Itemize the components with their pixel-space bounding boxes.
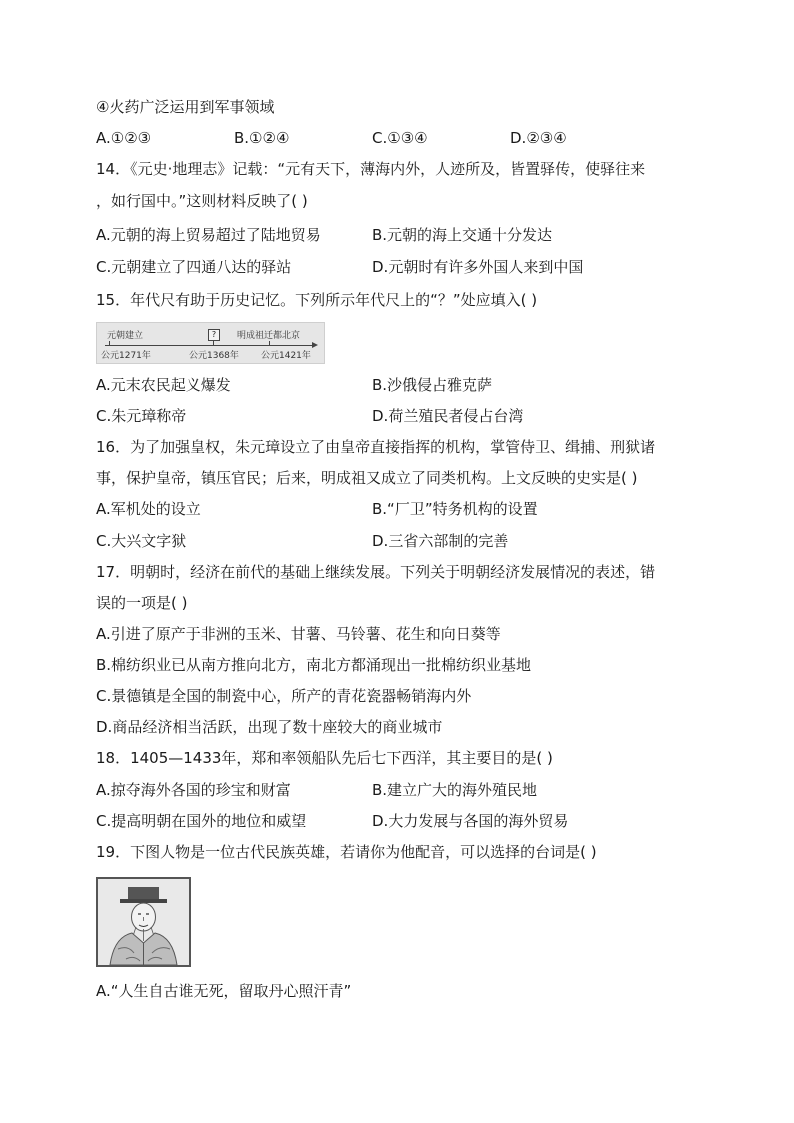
timeline-axis	[105, 345, 314, 346]
q17-stem-line1: 17．明朝时，经济在前代的基础上继续发展。下列关于明朝经济发展情况的表述，错	[96, 563, 656, 581]
q16-option-a: A.军机处的设立	[96, 500, 201, 518]
timeline-question-box: ?	[208, 329, 220, 341]
timeline-tick-1368	[213, 341, 214, 346]
q13-options	[96, 128, 716, 148]
q14-option-c: C.元朝建立了四通八达的驿站	[96, 258, 292, 276]
q16-stem-line2: 事，保护皇帝，镇压官民；后来，明成祖又成立了同类机构。上文反映的史实是( )	[96, 469, 638, 487]
portrait-drawing	[98, 879, 189, 965]
q16-options-row2	[96, 531, 716, 551]
timeline-figure	[96, 322, 325, 364]
q18-options-row2	[96, 811, 716, 831]
q13-option-d: D.②③④	[510, 129, 567, 147]
q17-option-a: A.引进了原产于非洲的玉米、甘薯、马铃薯、花生和向日葵等	[96, 625, 501, 643]
q15-option-d: D.荷兰殖民者侵占台湾	[372, 407, 524, 425]
q17-option-b: B.棉纺织业已从南方推向北方，南北方都涌现出一批棉纺织业基地	[96, 656, 532, 674]
timeline-label-left: 元朝建立	[107, 331, 144, 341]
q18-option-d: D.大力发展与各国的海外贸易	[372, 812, 569, 830]
q15-options-row2	[96, 406, 716, 426]
q17-option-c: C.景德镇是全国的制瓷中心，所产的青花瓷器畅销海内外	[96, 687, 472, 705]
q14-stem-line1: 14．《元史·地理志》记载：“元有天下，薄海内外，人迹所及，皆置驿传，使驿往来	[96, 160, 646, 178]
timeline-year-3: 公元1421年	[261, 351, 311, 361]
q16-option-b: B.“厂卫”特务机构的设置	[372, 500, 538, 518]
q15-option-b: B.沙俄侵占雅克萨	[372, 376, 493, 394]
q15-stem: 15．年代尺有助于历史记忆。下列所示年代尺上的“？”处应填入( )	[96, 291, 538, 309]
q16-option-d: D.三省六部制的完善	[372, 532, 509, 550]
q14-options-row1	[96, 225, 716, 245]
q13-option-c: C.①③④	[372, 129, 428, 147]
q16-option-c: C.大兴文字狱	[96, 532, 187, 550]
q17-option-d: D.商品经济相当活跃，出现了数十座较大的商业城市	[96, 718, 443, 736]
q15-options-row1	[96, 375, 716, 395]
q14-option-b: B.元朝的海上交通十分发达	[372, 226, 553, 244]
timeline-year-2: 公元1368年	[189, 351, 239, 361]
timeline-tick-1271	[109, 341, 110, 346]
q16-options-row1	[96, 499, 716, 519]
q13-option-a: A.①②③	[96, 129, 152, 147]
q18-option-a: A.掠夺海外各国的珍宝和财富	[96, 781, 291, 799]
q18-option-b: B.建立广大的海外殖民地	[372, 781, 538, 799]
q18-option-c: C.提高明朝在国外的地位和威望	[96, 812, 307, 830]
timeline-year-1: 公元1271年	[101, 351, 151, 361]
timeline-tick-1421	[269, 341, 270, 346]
q15-option-c: C.朱元璋称帝	[96, 407, 187, 425]
q18-options-row1	[96, 780, 716, 800]
q17-stem-line2: 误的一项是( )	[96, 594, 188, 612]
q14-option-a: A.元朝的海上贸易超过了陆地贸易	[96, 226, 321, 244]
timeline-arrow-icon	[312, 342, 318, 348]
hero-portrait-image	[96, 877, 191, 967]
q14-options-row2	[96, 257, 716, 277]
q13-option-b: B.①②④	[234, 129, 290, 147]
q19-stem: 19．下图人物是一位古代民族英雄，若请你为他配音，可以选择的台词是( )	[96, 843, 597, 861]
q18-stem: 18．1405—1433年，郑和率领船队先后七下西洋，其主要目的是( )	[96, 749, 553, 767]
q14-stem-line2: ，如行国中。”这则材料反映了( )	[96, 192, 308, 210]
q19-option-a: A.“人生自古谁无死，留取丹心照汗青”	[96, 982, 352, 1000]
timeline-label-right: 明成祖迁都北京	[237, 331, 301, 341]
q13-item-4: ④火药广泛运用到军事领域	[96, 98, 275, 116]
q15-option-a: A.元末农民起义爆发	[96, 376, 231, 394]
q14-option-d: D.元朝时有许多外国人来到中国	[372, 258, 584, 276]
q16-stem-line1: 16．为了加强皇权，朱元璋设立了由皇帝直接指挥的机构，掌管侍卫、缉捕、刑狱诸	[96, 438, 656, 456]
